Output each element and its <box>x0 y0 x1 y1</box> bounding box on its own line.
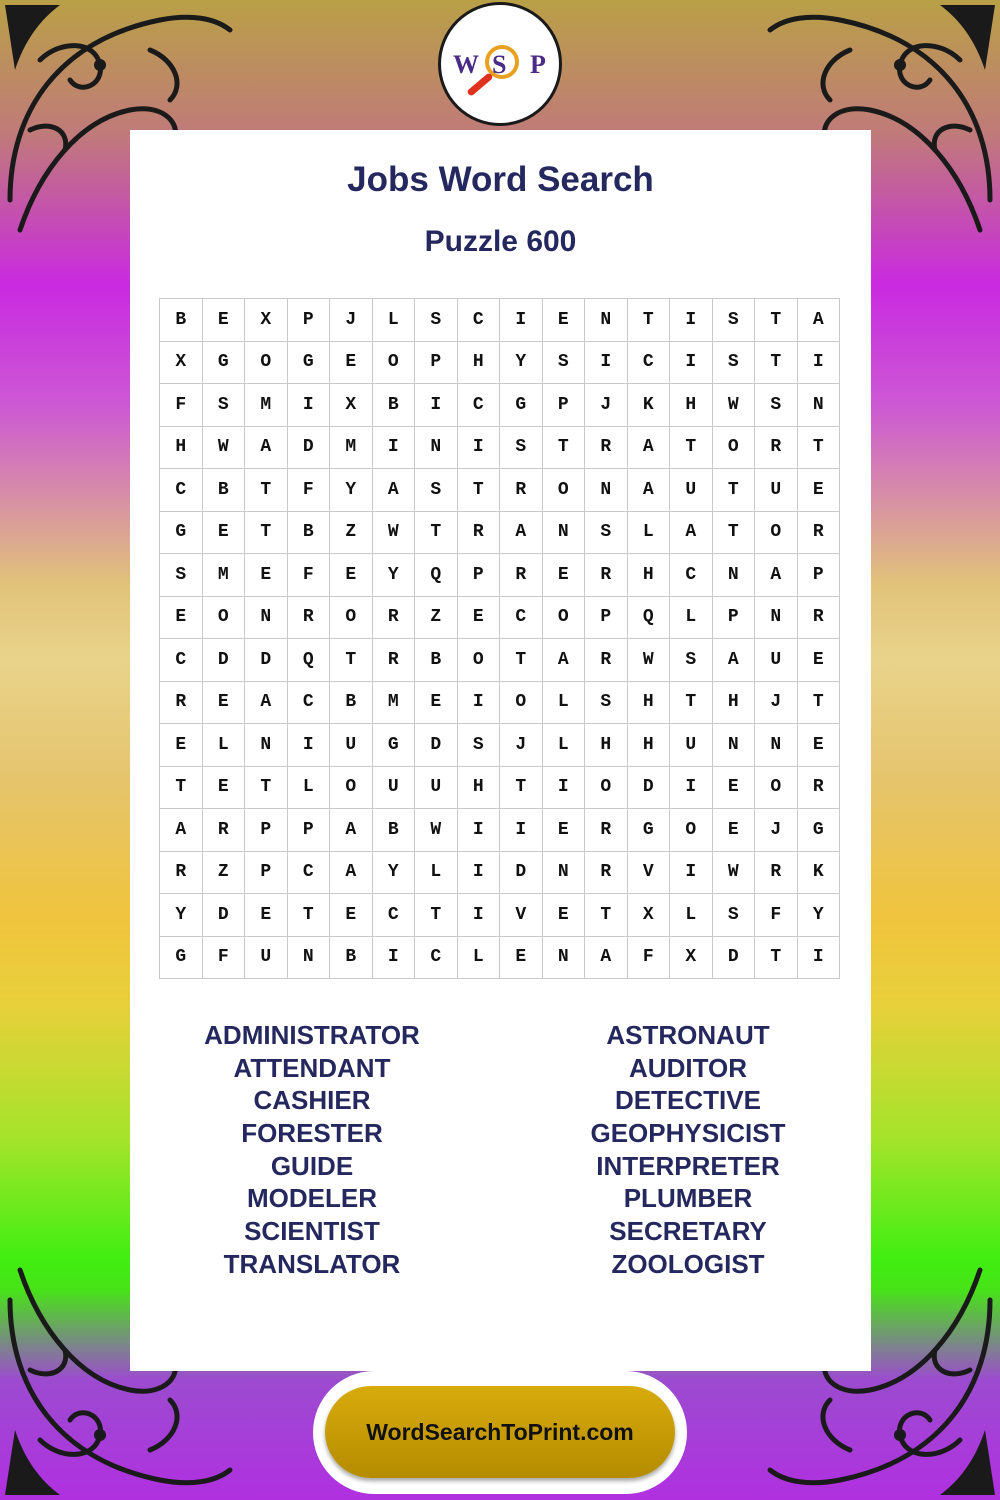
grid-cell[interactable]: I <box>500 299 543 342</box>
grid-cell[interactable]: O <box>373 342 416 385</box>
puzzle-number: Puzzle 600 <box>424 225 577 258</box>
grid-cell[interactable]: T <box>798 427 841 470</box>
word-list-item: INTERPRETER <box>596 1150 780 1181</box>
grid-cell[interactable]: Y <box>500 342 543 385</box>
grid-cell[interactable]: X <box>160 342 203 385</box>
grid-cell[interactable]: R <box>585 639 628 682</box>
grid-cell[interactable]: R <box>160 852 203 895</box>
grid-cell[interactable]: W <box>415 809 458 852</box>
grid-cell[interactable]: M <box>203 554 246 597</box>
grid-cell[interactable]: C <box>458 299 501 342</box>
grid-cell[interactable]: M <box>330 427 373 470</box>
grid-cell[interactable]: M <box>373 682 416 725</box>
grid-cell[interactable]: L <box>288 767 331 810</box>
grid-cell[interactable]: I <box>798 937 841 980</box>
grid-cell[interactable]: E <box>500 937 543 980</box>
grid-cell[interactable]: I <box>585 342 628 385</box>
grid-cell[interactable]: C <box>373 894 416 937</box>
grid-cell[interactable]: A <box>585 937 628 980</box>
grid-cell[interactable]: I <box>543 767 586 810</box>
grid-cell[interactable]: Z <box>330 512 373 555</box>
grid-cell[interactable]: S <box>543 342 586 385</box>
grid-cell[interactable]: D <box>628 767 671 810</box>
grid-cell[interactable]: S <box>203 384 246 427</box>
grid-cell[interactable]: E <box>330 554 373 597</box>
grid-cell[interactable]: Q <box>628 597 671 640</box>
grid-cell[interactable]: I <box>458 682 501 725</box>
grid-cell[interactable]: N <box>415 427 458 470</box>
grid-cell[interactable]: J <box>330 299 373 342</box>
grid-cell[interactable]: G <box>203 342 246 385</box>
grid-cell[interactable]: L <box>543 724 586 767</box>
grid-cell[interactable]: T <box>245 512 288 555</box>
grid-cell[interactable]: T <box>543 427 586 470</box>
grid-cell[interactable]: S <box>713 299 756 342</box>
grid-cell[interactable]: V <box>500 894 543 937</box>
grid-cell[interactable]: B <box>373 809 416 852</box>
grid-cell[interactable]: I <box>670 852 713 895</box>
grid-cell[interactable]: T <box>713 512 756 555</box>
grid-cell[interactable]: A <box>543 639 586 682</box>
grid-cell[interactable]: R <box>500 554 543 597</box>
grid-cell[interactable]: R <box>755 852 798 895</box>
grid-cell[interactable]: A <box>628 427 671 470</box>
word-list-item: SECRETARY <box>609 1216 767 1247</box>
grid-cell[interactable]: T <box>798 682 841 725</box>
grid-cell[interactable]: P <box>458 554 501 597</box>
grid-cell[interactable]: T <box>713 469 756 512</box>
grid-cell[interactable]: O <box>458 639 501 682</box>
grid-cell[interactable]: S <box>713 894 756 937</box>
grid-cell[interactable]: X <box>670 937 713 980</box>
grid-cell[interactable]: I <box>500 809 543 852</box>
grid-cell[interactable]: P <box>798 554 841 597</box>
grid-cell[interactable]: P <box>288 299 331 342</box>
grid-cell[interactable]: J <box>755 682 798 725</box>
grid-cell[interactable]: T <box>755 299 798 342</box>
grid-cell[interactable]: N <box>288 937 331 980</box>
grid-cell[interactable]: R <box>288 597 331 640</box>
grid-cell[interactable]: R <box>373 639 416 682</box>
grid-cell[interactable]: R <box>755 427 798 470</box>
grid-cell[interactable]: G <box>373 724 416 767</box>
grid-cell[interactable]: D <box>500 852 543 895</box>
grid-cell[interactable]: T <box>755 937 798 980</box>
grid-cell[interactable]: A <box>330 809 373 852</box>
grid-cell[interactable]: H <box>458 342 501 385</box>
grid-cell[interactable]: X <box>245 299 288 342</box>
grid-cell[interactable]: S <box>415 469 458 512</box>
grid-cell[interactable]: H <box>628 682 671 725</box>
grid-cell[interactable]: S <box>713 342 756 385</box>
grid-cell[interactable]: Y <box>330 469 373 512</box>
grid-cell[interactable]: G <box>500 384 543 427</box>
grid-cell[interactable]: D <box>245 639 288 682</box>
grid-cell[interactable]: I <box>670 767 713 810</box>
grid-cell[interactable]: G <box>160 512 203 555</box>
grid-cell[interactable]: C <box>160 469 203 512</box>
grid-cell[interactable]: L <box>203 724 246 767</box>
word-list-item: ZOOLOGIST <box>611 1248 765 1279</box>
word-list-item: ADMINISTRATOR <box>204 1020 420 1050</box>
grid-cell[interactable]: B <box>203 469 246 512</box>
grid-cell[interactable]: P <box>288 809 331 852</box>
grid-cell[interactable]: U <box>755 639 798 682</box>
grid-cell[interactable]: U <box>330 724 373 767</box>
grid-cell[interactable]: T <box>755 342 798 385</box>
grid-cell[interactable]: K <box>798 852 841 895</box>
grid-cell[interactable]: O <box>330 767 373 810</box>
grid-cell[interactable]: E <box>798 724 841 767</box>
word-list-item: CASHIER <box>253 1085 371 1116</box>
grid-cell[interactable]: O <box>245 342 288 385</box>
grid-cell[interactable]: A <box>798 299 841 342</box>
grid-cell[interactable]: F <box>288 554 331 597</box>
grid-cell[interactable]: R <box>585 554 628 597</box>
word-list-item: FORESTER <box>241 1118 383 1149</box>
grid-cell[interactable]: L <box>670 894 713 937</box>
grid-cell[interactable]: O <box>755 512 798 555</box>
grid-cell[interactable]: I <box>458 427 501 470</box>
word-list-item: PLUMBER <box>623 1183 753 1214</box>
grid-cell[interactable]: V <box>628 852 671 895</box>
grid-cell[interactable]: U <box>245 937 288 980</box>
grid-cell[interactable]: I <box>458 852 501 895</box>
word-list-item: TRANSLATOR <box>223 1248 401 1279</box>
grid-cell[interactable]: G <box>628 809 671 852</box>
grid-cell[interactable]: S <box>458 724 501 767</box>
grid-cell[interactable]: O <box>203 597 246 640</box>
grid-cell[interactable]: P <box>713 597 756 640</box>
grid-cell[interactable]: H <box>585 724 628 767</box>
logo-letter-w: W <box>453 50 479 79</box>
grid-cell[interactable]: S <box>670 639 713 682</box>
grid-cell[interactable]: C <box>628 342 671 385</box>
word-list-item: ATTENDANT <box>233 1052 391 1083</box>
grid-cell[interactable]: L <box>458 937 501 980</box>
grid-cell[interactable]: A <box>245 682 288 725</box>
grid-cell[interactable]: E <box>203 299 246 342</box>
grid-cell[interactable]: J <box>755 809 798 852</box>
logo-letter-s: S <box>492 50 507 79</box>
grid-cell[interactable]: S <box>585 682 628 725</box>
grid-cell[interactable]: B <box>373 384 416 427</box>
grid-cell[interactable]: A <box>245 427 288 470</box>
grid-cell[interactable]: X <box>628 894 671 937</box>
grid-cell[interactable]: E <box>245 894 288 937</box>
grid-cell[interactable]: E <box>203 767 246 810</box>
grid-cell[interactable]: E <box>543 894 586 937</box>
grid-cell[interactable]: R <box>160 682 203 725</box>
grid-cell[interactable]: H <box>458 767 501 810</box>
grid-cell[interactable]: E <box>798 469 841 512</box>
grid-cell[interactable]: H <box>160 427 203 470</box>
grid-cell[interactable]: N <box>543 512 586 555</box>
grid-cell[interactable]: F <box>755 894 798 937</box>
grid-cell[interactable]: T <box>500 639 543 682</box>
grid-cell[interactable]: J <box>500 724 543 767</box>
grid-cell[interactable]: R <box>585 427 628 470</box>
grid-cell[interactable]: L <box>543 682 586 725</box>
grid-cell[interactable]: H <box>713 682 756 725</box>
grid-cell[interactable]: C <box>500 597 543 640</box>
grid-cell[interactable]: I <box>458 809 501 852</box>
grid-cell[interactable]: E <box>203 682 246 725</box>
grid-cell[interactable]: I <box>415 384 458 427</box>
grid-cell[interactable]: E <box>330 894 373 937</box>
grid-cell[interactable]: D <box>713 937 756 980</box>
grid-cell[interactable]: E <box>713 809 756 852</box>
grid-cell[interactable]: R <box>585 852 628 895</box>
grid-cell[interactable]: C <box>670 554 713 597</box>
letter-grid <box>159 298 840 979</box>
grid-cell[interactable]: E <box>415 682 458 725</box>
grid-cell[interactable]: Y <box>798 894 841 937</box>
grid-cell[interactable]: Z <box>203 852 246 895</box>
grid-cell[interactable]: I <box>798 342 841 385</box>
grid-cell[interactable]: T <box>245 767 288 810</box>
grid-cell[interactable]: Y <box>373 852 416 895</box>
grid-cell[interactable]: A <box>160 809 203 852</box>
grid-cell[interactable]: W <box>373 512 416 555</box>
grid-cell[interactable]: S <box>500 427 543 470</box>
grid-cell[interactable]: N <box>245 597 288 640</box>
grid-cell[interactable]: E <box>458 597 501 640</box>
grid-cell[interactable]: I <box>670 342 713 385</box>
grid-cell[interactable]: D <box>203 639 246 682</box>
grid-cell[interactable]: O <box>543 597 586 640</box>
grid-cell[interactable]: P <box>543 384 586 427</box>
grid-cell[interactable]: J <box>585 384 628 427</box>
grid-cell[interactable]: U <box>373 767 416 810</box>
word-list-item: GEOPHYSICIST <box>590 1118 786 1149</box>
grid-cell[interactable]: T <box>288 894 331 937</box>
grid-cell[interactable]: N <box>755 597 798 640</box>
grid-cell[interactable]: N <box>543 852 586 895</box>
grid-cell[interactable]: H <box>628 554 671 597</box>
word-list-item: DETECTIVE <box>615 1085 761 1116</box>
grid-cell[interactable]: F <box>160 384 203 427</box>
grid-cell[interactable]: N <box>713 724 756 767</box>
word-list-item: GUIDE <box>270 1150 354 1181</box>
site-logo <box>438 2 562 126</box>
grid-cell[interactable]: C <box>458 384 501 427</box>
grid-cell[interactable]: G <box>288 342 331 385</box>
grid-cell[interactable]: X <box>330 384 373 427</box>
word-list-item: SCIENTIST <box>244 1216 380 1247</box>
grid-cell[interactable]: D <box>288 427 331 470</box>
grid-cell[interactable]: N <box>585 469 628 512</box>
grid-cell[interactable]: O <box>543 469 586 512</box>
grid-cell[interactable]: P <box>585 597 628 640</box>
word-list-item: ASTRONAUT <box>606 1020 770 1050</box>
grid-cell[interactable]: W <box>713 852 756 895</box>
grid-cell[interactable]: T <box>245 469 288 512</box>
grid-cell[interactable]: R <box>798 597 841 640</box>
grid-cell[interactable]: R <box>203 809 246 852</box>
grid-cell[interactable]: D <box>203 894 246 937</box>
grid-cell[interactable]: T <box>458 469 501 512</box>
grid-cell[interactable]: B <box>160 299 203 342</box>
grid-cell[interactable]: O <box>755 767 798 810</box>
grid-cell[interactable]: L <box>415 852 458 895</box>
grid-cell[interactable]: T <box>500 767 543 810</box>
grid-cell[interactable]: S <box>755 384 798 427</box>
website-link-button[interactable]: WordSearchToPrint.com <box>325 1386 675 1478</box>
grid-cell[interactable]: H <box>628 724 671 767</box>
grid-cell[interactable]: E <box>160 597 203 640</box>
grid-cell[interactable]: L <box>670 597 713 640</box>
grid-cell[interactable]: S <box>415 299 458 342</box>
grid-cell[interactable]: P <box>245 809 288 852</box>
grid-cell[interactable]: U <box>670 724 713 767</box>
grid-cell[interactable]: R <box>500 469 543 512</box>
grid-cell[interactable]: O <box>330 597 373 640</box>
grid-cell[interactable]: I <box>373 937 416 980</box>
grid-cell[interactable]: H <box>670 384 713 427</box>
word-list-item: AUDITOR <box>629 1052 747 1083</box>
grid-cell[interactable]: K <box>628 384 671 427</box>
grid-cell[interactable]: M <box>245 384 288 427</box>
grid-cell[interactable]: L <box>628 512 671 555</box>
grid-cell[interactable]: E <box>798 639 841 682</box>
grid-cell[interactable]: A <box>373 469 416 512</box>
grid-cell[interactable]: E <box>330 342 373 385</box>
grid-cell[interactable]: N <box>543 937 586 980</box>
grid-cell[interactable]: R <box>798 767 841 810</box>
grid-cell[interactable]: T <box>415 512 458 555</box>
grid-cell[interactable]: F <box>628 937 671 980</box>
grid-cell[interactable]: N <box>755 724 798 767</box>
grid-cell[interactable]: W <box>713 384 756 427</box>
grid-cell[interactable]: Q <box>415 554 458 597</box>
grid-cell[interactable]: T <box>415 894 458 937</box>
grid-cell[interactable]: R <box>458 512 501 555</box>
grid-cell[interactable]: O <box>500 682 543 725</box>
word-list-left <box>147 1019 477 1281</box>
grid-cell[interactable]: N <box>713 554 756 597</box>
grid-cell[interactable]: A <box>713 639 756 682</box>
grid-cell[interactable]: L <box>373 299 416 342</box>
grid-cell[interactable]: T <box>670 682 713 725</box>
grid-cell[interactable]: R <box>585 809 628 852</box>
grid-cell[interactable]: E <box>543 809 586 852</box>
grid-cell[interactable]: N <box>798 384 841 427</box>
grid-cell[interactable]: W <box>628 639 671 682</box>
grid-cell[interactable]: G <box>160 937 203 980</box>
grid-cell[interactable]: I <box>288 724 331 767</box>
grid-cell[interactable]: U <box>670 469 713 512</box>
word-list-item: MODELER <box>247 1183 377 1214</box>
page-title: Jobs Word Search <box>347 160 654 199</box>
grid-cell[interactable]: C <box>415 937 458 980</box>
grid-cell[interactable]: T <box>585 894 628 937</box>
grid-cell[interactable]: P <box>245 852 288 895</box>
grid-cell[interactable]: E <box>543 554 586 597</box>
grid-cell[interactable]: F <box>203 937 246 980</box>
grid-cell[interactable]: A <box>628 469 671 512</box>
grid-cell[interactable]: R <box>373 597 416 640</box>
grid-cell[interactable]: T <box>670 427 713 470</box>
grid-cell[interactable]: Y <box>373 554 416 597</box>
grid-cell[interactable]: I <box>288 384 331 427</box>
word-list-right <box>523 1019 853 1281</box>
grid-cell[interactable]: A <box>330 852 373 895</box>
grid-cell[interactable]: A <box>755 554 798 597</box>
grid-cell[interactable]: T <box>628 299 671 342</box>
grid-cell[interactable]: O <box>585 767 628 810</box>
grid-cell[interactable]: E <box>203 512 246 555</box>
grid-cell[interactable]: B <box>288 512 331 555</box>
grid-cell[interactable]: A <box>500 512 543 555</box>
grid-cell[interactable]: B <box>415 639 458 682</box>
grid-cell[interactable]: S <box>160 554 203 597</box>
grid-cell[interactable]: F <box>288 469 331 512</box>
grid-cell[interactable]: C <box>160 639 203 682</box>
grid-cell[interactable]: O <box>670 809 713 852</box>
grid-cell[interactable]: O <box>713 427 756 470</box>
grid-cell[interactable]: P <box>415 342 458 385</box>
grid-cell[interactable]: S <box>585 512 628 555</box>
grid-cell[interactable]: T <box>160 767 203 810</box>
grid-cell[interactable]: W <box>203 427 246 470</box>
grid-cell[interactable]: E <box>160 724 203 767</box>
grid-cell[interactable]: Q <box>288 639 331 682</box>
grid-cell[interactable]: I <box>670 299 713 342</box>
grid-cell[interactable]: C <box>288 682 331 725</box>
grid-cell[interactable]: N <box>245 724 288 767</box>
grid-cell[interactable]: U <box>415 767 458 810</box>
grid-cell[interactable]: C <box>288 852 331 895</box>
grid-cell[interactable]: D <box>415 724 458 767</box>
grid-cell[interactable]: N <box>585 299 628 342</box>
grid-cell[interactable]: U <box>755 469 798 512</box>
grid-cell[interactable]: T <box>330 639 373 682</box>
grid-cell[interactable]: B <box>330 682 373 725</box>
grid-cell[interactable]: I <box>373 427 416 470</box>
grid-cell[interactable]: R <box>798 512 841 555</box>
grid-cell[interactable]: A <box>670 512 713 555</box>
grid-cell[interactable]: E <box>713 767 756 810</box>
grid-cell[interactable]: G <box>798 809 841 852</box>
grid-cell[interactable]: Z <box>415 597 458 640</box>
grid-cell[interactable]: Y <box>160 894 203 937</box>
grid-cell[interactable]: E <box>543 299 586 342</box>
logo-letter-p: P <box>530 50 546 79</box>
grid-cell[interactable]: E <box>245 554 288 597</box>
grid-cell[interactable]: I <box>458 894 501 937</box>
grid-cell[interactable]: B <box>330 937 373 980</box>
